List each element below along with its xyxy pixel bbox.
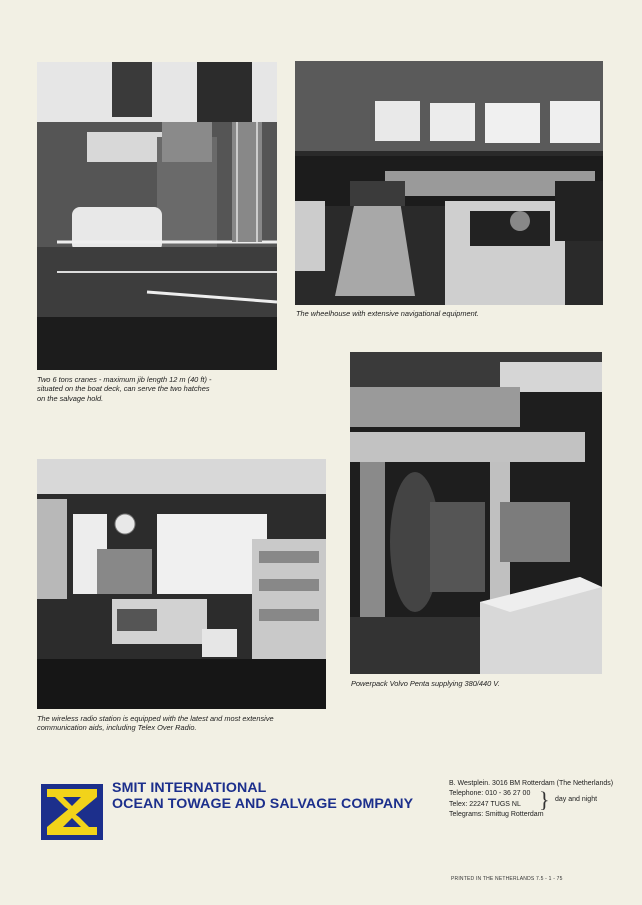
company-name-line-1: SMIT INTERNATIONAL <box>112 780 267 796</box>
caption-line: situated on the boat deck, can serve the two hatches <box>37 384 210 394</box>
smit-logo-icon <box>41 784 103 840</box>
wheelhouse-photo <box>295 61 603 305</box>
day-and-night-note: day and night <box>555 796 598 803</box>
caption-line: Two 6 tons cranes - maximum jib length 12 m (40 ft) - <box>37 375 212 384</box>
powerpack-caption <box>351 679 500 688</box>
telex: Telex: 22247 TUGS NL <box>449 800 521 808</box>
crane-caption <box>37 375 211 403</box>
caption-line: on the salvage hold. <box>37 393 104 403</box>
crane-photo <box>37 62 277 370</box>
caption-line: communication aids, including Telex Over Radio. <box>37 723 197 733</box>
company-name-line-2: OCEAN TOWAGE AND SALVAGE COMPANY <box>112 796 414 812</box>
telegrams: Telegrams: Smittug Rotterdam <box>449 810 544 818</box>
caption-line: The wheelhouse with extensive navigational equipment. <box>296 309 479 318</box>
telephone: Telephone: 010 - 36 27 00 <box>449 790 531 798</box>
caption-line: The wireless radio station is equipped with the latest and most extensive <box>37 714 274 723</box>
wheelhouse-caption <box>296 309 479 318</box>
powerpack-photo <box>350 352 602 674</box>
company-name <box>112 780 413 812</box>
address: B. Westplein. 3016 BM Rotterdam (The Netherlands) <box>449 780 614 787</box>
radio-station-caption <box>37 714 274 733</box>
radio-station-photo <box>37 459 326 709</box>
printed-note: PRINTED IN THE NETHERLANDS 7.5 - 1 - 75 <box>451 876 563 882</box>
brace-glyph: } <box>539 787 550 812</box>
caption-line: Powerpack Volvo Penta supplying 380/440 V. <box>351 679 500 688</box>
